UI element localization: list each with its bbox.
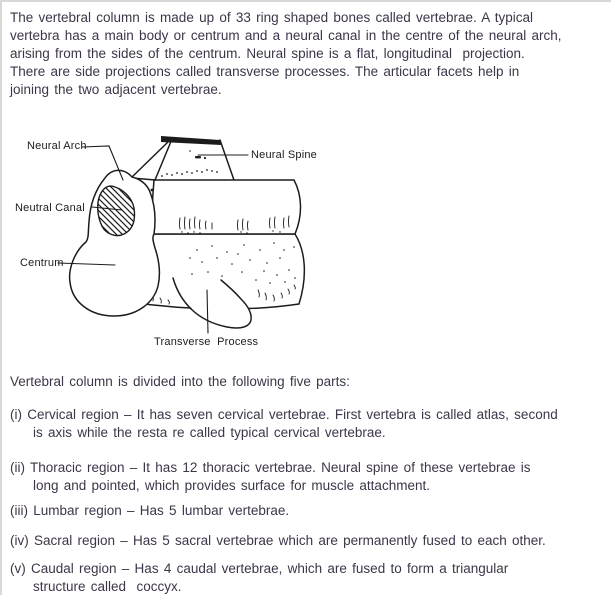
vertebra-figure [12, 130, 394, 358]
text-line: structure called coccyx. [33, 579, 182, 594]
diagram-label-transverse-process: Transverse Process [154, 336, 259, 348]
vertebra-diagram-illustration [12, 130, 394, 358]
diagram-label-neutral-canal: Neutral Canal [15, 202, 85, 214]
list-item-sacral [10, 532, 558, 550]
text-line: is axis while the resta re called typical cervical vertebrae. [33, 425, 386, 440]
diagram-label-centrum: Centrum [20, 257, 64, 269]
text-line: (iii) Lumbar region – Has 5 lumbar vertebrae. [10, 503, 290, 518]
text-line: There are side projections called transverse processes. The articular facets help in [10, 64, 520, 79]
text-line: (iv) Sacral region – Has 5 sacral vertebrae which are permanently fused to each other. [10, 533, 546, 548]
list-item-cervical [10, 406, 558, 442]
text-line: (i) Cervical region – It has seven cervical vertebrae. First vertebra is called atlas, second [10, 407, 558, 422]
text-line: arising from the sides of the centrum. Neural spine is a flat, longitudinal projection. [10, 46, 525, 61]
text-line: joining the two adjacent vertebrae. [10, 82, 222, 97]
regions-list [10, 406, 558, 595]
diagram-label-neural-spine: Neural Spine [251, 149, 317, 161]
text-line: (v) Caudal region – Has 4 caudal vertebrae, which are fused to form a triangular [10, 561, 509, 576]
intro-paragraph [10, 9, 562, 99]
list-item-lumbar [10, 502, 558, 520]
list-item-thoracic [10, 459, 558, 495]
text-line: The vertebral column is made up of 33 ring shaped bones called vertebrae. A typical [10, 10, 534, 25]
list-item-caudal [10, 560, 558, 595]
text-line: vertebra has a main body or centrum and a neural canal in the centre of the neural arch, [10, 28, 562, 43]
text-line: (ii) Thoracic region – It has 12 thoracic vertebrae. Neural spine of these vertebrae is [10, 460, 531, 475]
diagram-label-neural-arch: Neural Arch [27, 140, 87, 152]
section-heading: Vertebral column is divided into the following five parts: [10, 374, 350, 389]
text-line: long and pointed, which provides surface for muscle attachment. [33, 478, 430, 493]
